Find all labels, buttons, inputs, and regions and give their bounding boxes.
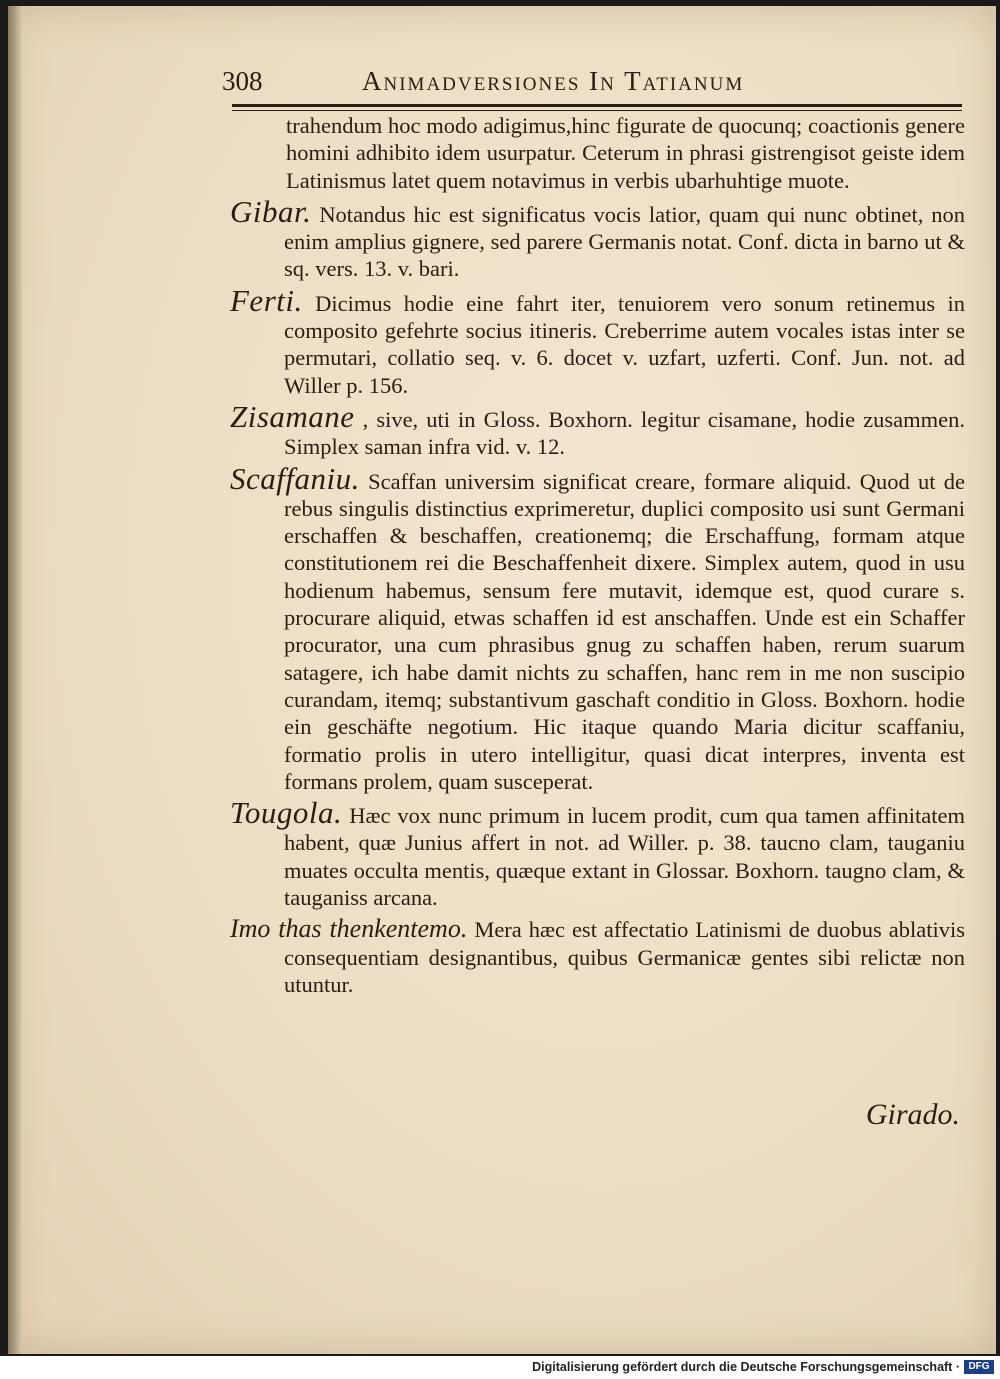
entry-continuation (230, 112, 965, 194)
entry-text: trahendum hoc modo adigimus,hinc figurate de quocunq; coactionis genere homini adhibito idem usurpatur. Ceterum in phrasi gistrengisot geiste idem Latinismus latet quem notavimus in verbis ubarhuhtige muote. (286, 113, 965, 193)
entry-scaffaniu (230, 460, 965, 796)
digitization-footer (0, 1356, 1000, 1379)
entry-text: Mera hæc est affectatio Latinismi de duobus ablativis consequentiam designantibus, quibus Germanicæ gentes sibi relictæ non utuntur. (284, 917, 965, 997)
entry-ferti (230, 282, 966, 399)
dfg-logo: DFG (964, 1360, 994, 1374)
page-spine-shadow (8, 6, 22, 1354)
entry-lemma: Tougola. (230, 795, 343, 831)
entry-zisamane (230, 398, 966, 461)
entry-text: , sive, uti in Gloss. Boxhorn. legitur cisamane, hodie zusammen. Simplex saman infra vid. v. 12. (284, 406, 966, 460)
entry-text: Dicimus hodie eine fahrt iter, tenuiorem vero sonum retinemus in composito gefehrte socius itineris. Creberrime autem vocales istas inter se permutari, collatio seq. v. 6. docet v. uzfart, uzferti. Conf. Jun. not. ad Willer p. 156. (284, 290, 966, 398)
footer-text: Digitalisierung gefördert durch die Deutsche Forschungsgemeinschaft · (532, 1360, 960, 1374)
entry-lemma: Imo thas thenkentemo. (230, 914, 468, 944)
page-number: 308 (222, 66, 263, 96)
catchword: Girado. (865, 1098, 960, 1131)
entry-imo-thas (230, 915, 965, 998)
entry-lemma: Scaffaniu. (230, 460, 360, 496)
page-header (222, 66, 962, 106)
entry-lemma: Ferti. (230, 282, 303, 318)
entry-lemma: Zisamane (230, 398, 355, 434)
running-title: Animadversiones In Tatianum (362, 66, 745, 96)
header-rule (232, 104, 962, 107)
entry-text: Scaffan universim significat creare, formare aliquid. Quod ut de rebus singulis distinctius exprimeretur, duplici composito usi sunt Germani erschaffen & beschaffen, creationemq; die Erschaffung, formam atque constitutionem rei die Beschaffenheit dixere. Simplex autem, quod in usu hodienum habemus, sensum fere mutavit, idemque est, quod curare s. procurare aliquid, etwas schaffen id est anschaffen. Unde est ein Schaffer procurator, una cum phrasibus gnug zu schaffen haben, rerum suarum satagere, ich habe damit nichts zu schaffen, hanc rem in me non suscipio curandam, itemq; substantivum gaschaft conditio in Gloss. Boxhorn. hodie ein geschäfte negotium. Hic itaque quando Maria dicitur scaffaniu, formatio prolis in utero intelligitur, quasi dicat interpres, inventa est formans prolem, quam susceperat. (284, 468, 965, 794)
header-rule-thin (232, 110, 962, 111)
page-body (230, 112, 965, 1002)
entry-tougola (230, 795, 965, 911)
entry-text: Hæc vox nunc primum in lucem prodit, cum qua tamen affinitatem habent, quæ Junius affert in not. ad Willer. p. 38. taucno clam, tauganiu muates occulta mentis, quæque extant in Glossar. Boxhorn. taugno clam, & tauganiss arcana. (284, 803, 965, 911)
entry-gibar (230, 193, 966, 283)
entry-text: Notandus hic est significatus vocis latior, quam qui nunc obtinet, non enim amplius gignere, sed parere Germanis notat. Conf. dicta in barno ut & sq. vers. 13. v. bari. (284, 201, 966, 282)
entry-lemma: Gibar. (230, 193, 312, 229)
